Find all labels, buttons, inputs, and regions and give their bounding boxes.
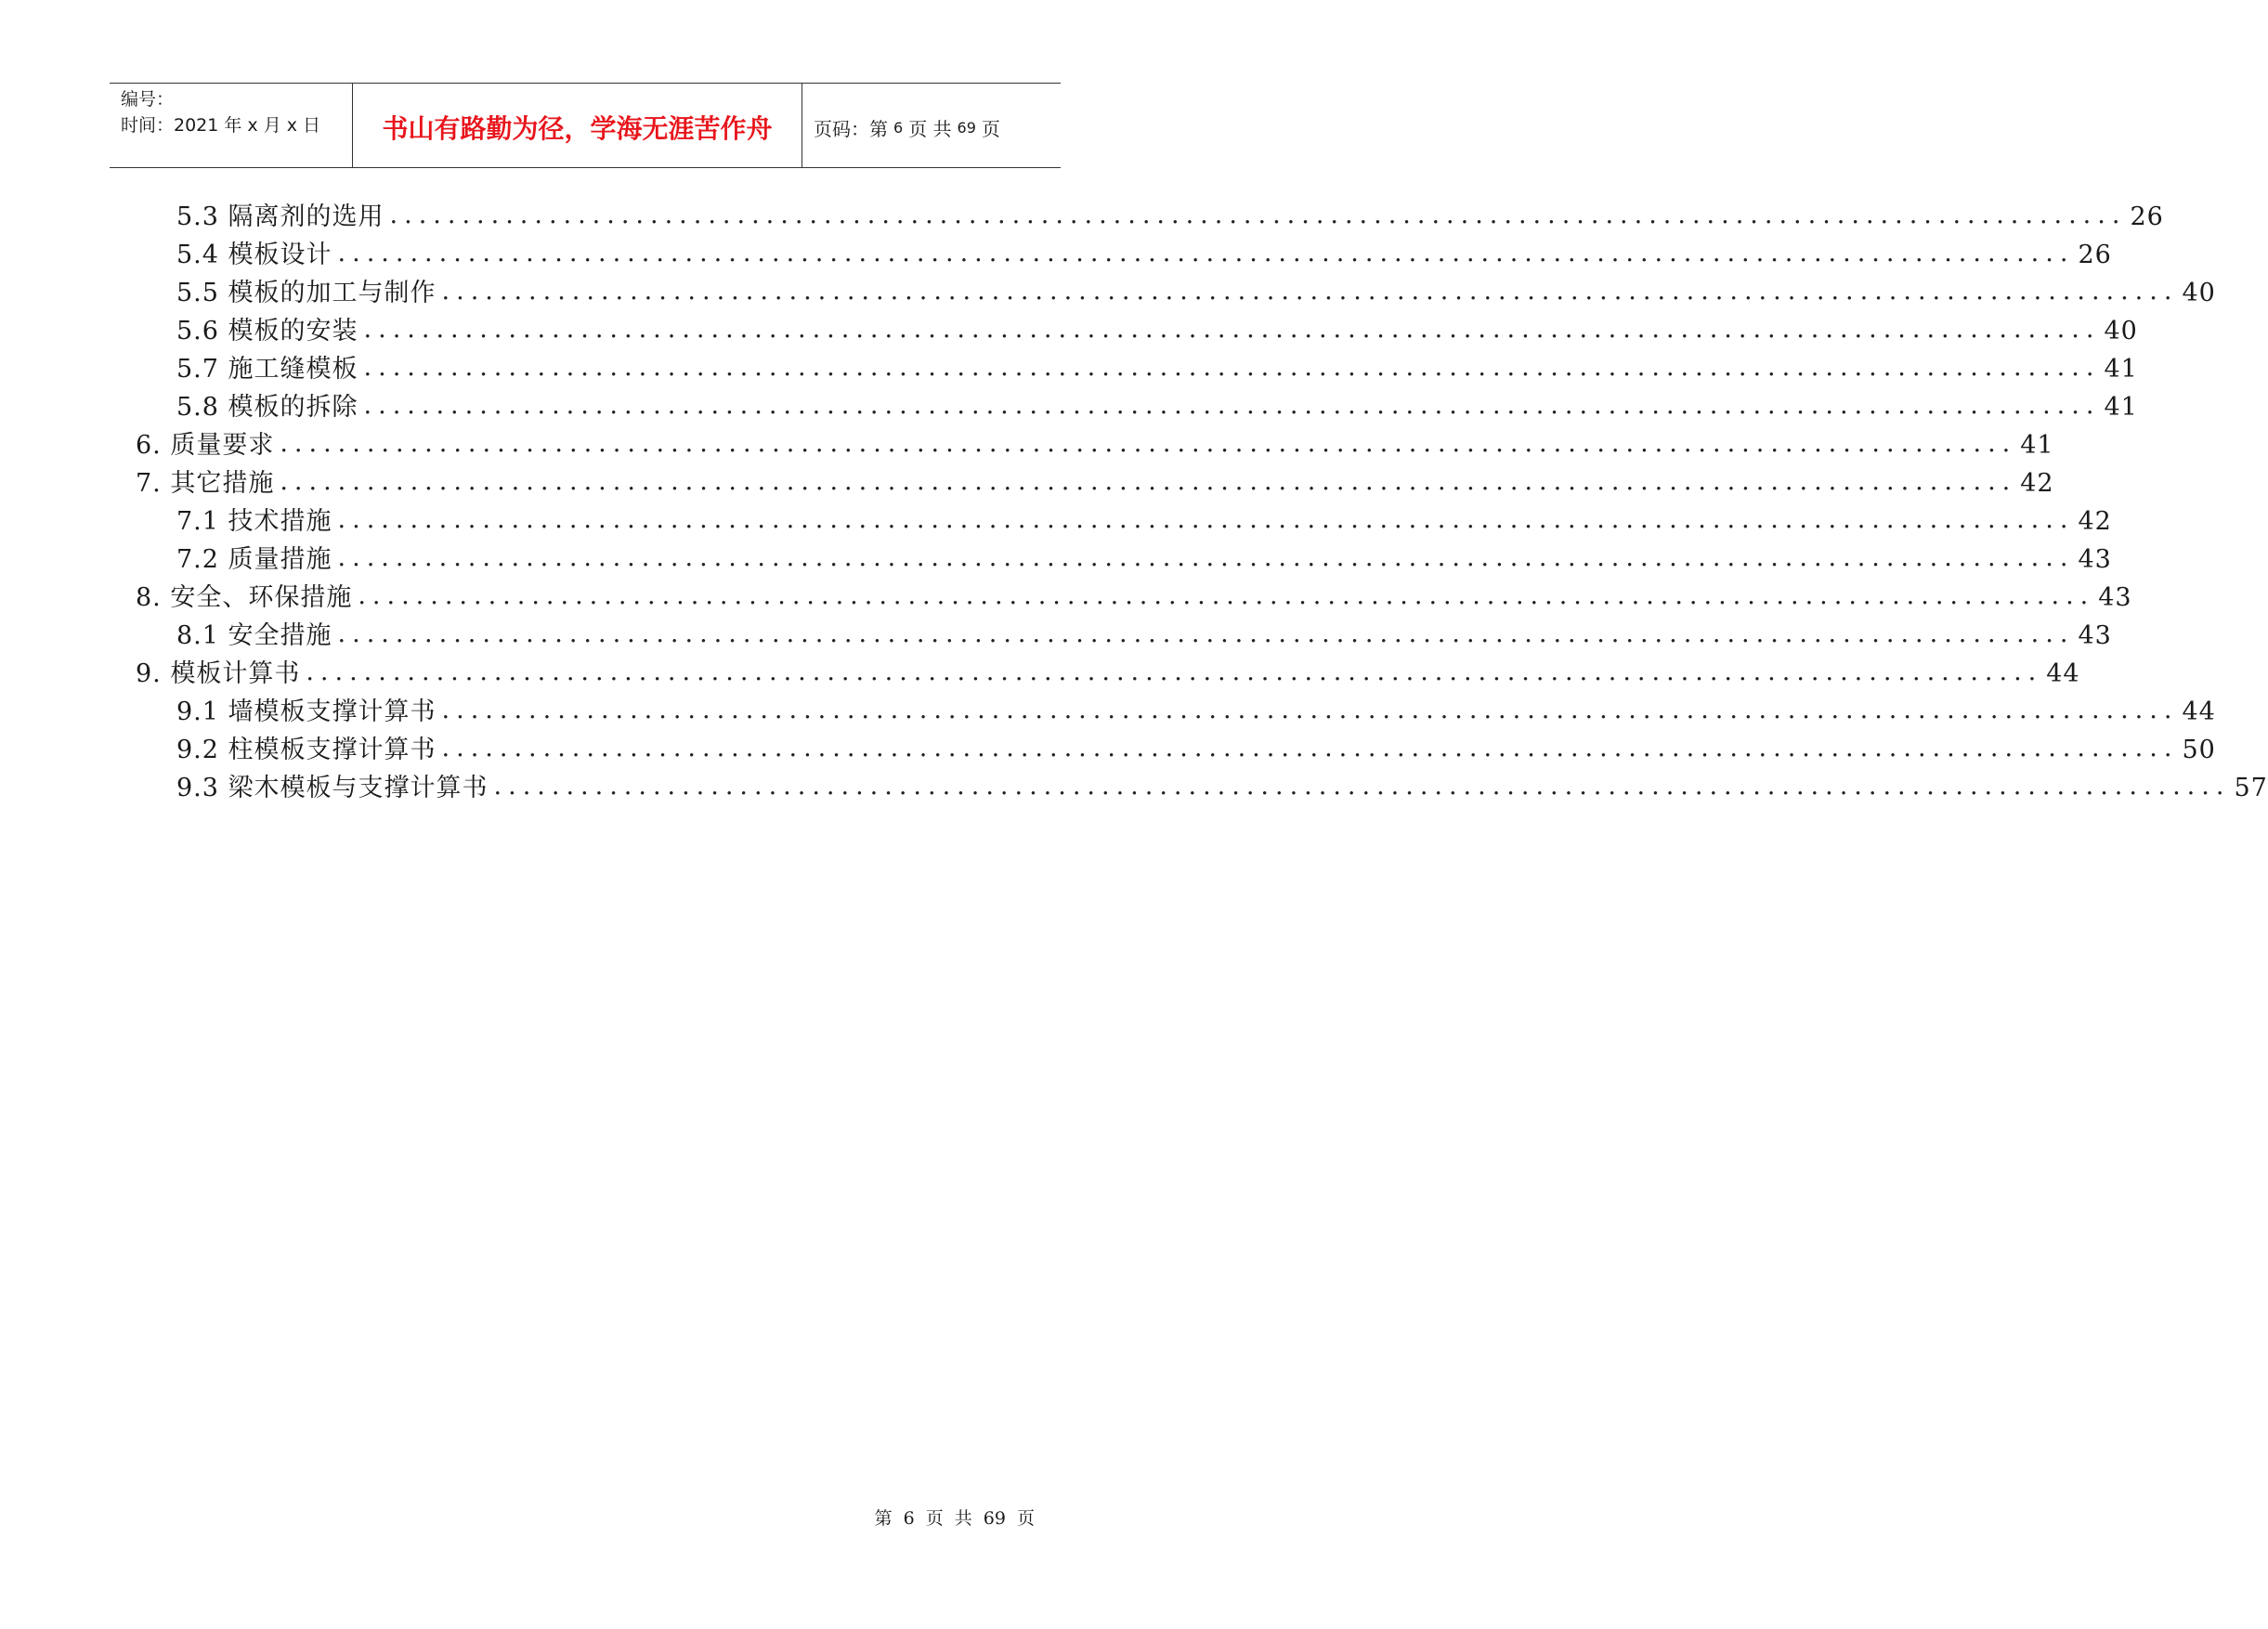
toc-leader-dots: ........................................................................................................................ [441,277,2179,306]
page-footer: 第 6 页 共 69 页 [874,1508,1035,1529]
header-page-prefix: 页码：第 [814,117,888,140]
toc-entry[interactable] [176,501,2112,538]
header-page-total: 69 [957,118,976,137]
header-motto: 书山有路勤为径，学海无涯苦作舟 [353,84,802,167]
toc-entry-label: 7.2 质量措施 [176,545,332,574]
toc-entry-label: 7.1 技术措施 [176,507,332,536]
toc-entry[interactable] [176,691,2216,728]
toc-leader-dots: ........................................................................................................................ [363,353,2101,382]
header-time-label: 时间：2021 年 x 月 x 日 [121,115,321,136]
toc-leader-dots: ........................................................................................................................ [280,429,2017,458]
toc-entry[interactable] [176,234,2112,271]
toc-entry-page: 41 [2020,431,2054,460]
toc-entry-page: 50 [2182,736,2216,764]
toc-entry[interactable] [136,577,2132,614]
toc-entry[interactable] [176,272,2216,309]
toc-entry-label: 5.6 模板的安装 [176,317,358,345]
toc-entry-page: 43 [2078,545,2112,574]
toc-leader-dots: ........................................................................................................................ [337,543,2075,572]
toc-entry[interactable] [176,196,2164,233]
toc-entry-page: 41 [2104,393,2138,422]
toc-entry-label: 8. 安全、环保措施 [136,583,353,612]
toc-entry-page: 42 [2078,507,2112,536]
toc-entry[interactable] [176,729,2216,766]
toc-leader-dots: ........................................................................................................................ [363,391,2101,420]
toc-leader-dots: ........................................................................................................................ [441,734,2179,762]
toc-entry-page: 43 [2098,583,2132,612]
toc-entry[interactable] [176,386,2138,424]
toc-entry-label: 5.4 模板设计 [176,241,332,269]
header-page-info [802,84,1061,167]
toc-entry-page: 41 [2104,355,2138,384]
toc-leader-dots: ........................................................................................................................ [441,696,2179,724]
toc-entry[interactable] [136,463,2054,500]
toc-entry-page: 44 [2046,659,2080,688]
header-number-label: 编号： [121,89,175,110]
toc-entry-page: 40 [2182,279,2216,307]
header-page-mid: 页 共 [908,117,952,140]
toc-leader-dots: ........................................................................................................................ [363,315,2101,344]
toc-entry-page: 43 [2078,621,2112,650]
toc-entry-label: 8.1 安全措施 [176,621,332,650]
toc-entry-page: 40 [2104,317,2138,345]
page-header [110,83,1061,168]
toc-leader-dots: ........................................................................................................................ [358,581,2095,610]
toc-entry-label: 5.3 隔离剂的选用 [176,202,385,231]
toc-leader-dots: ........................................................................................................................ [337,619,2075,648]
toc-entry-page: 26 [2130,202,2164,231]
toc-leader-dots: ........................................................................................................................ [493,772,2231,801]
toc-entry-label: 9.2 柱模板支撑计算书 [176,736,437,764]
toc-entry[interactable] [176,767,2268,804]
toc-entry-label: 9.1 墙模板支撑计算书 [176,697,437,726]
header-page-num: 6 [893,118,904,137]
toc-entry-label: 5.8 模板的拆除 [176,393,358,422]
toc-leader-dots: ........................................................................................................................ [337,505,2075,534]
toc-entry-label: 7. 其它措施 [136,469,275,498]
toc-entry-page: 57 [2234,774,2268,802]
toc-leader-dots: ........................................................................................................................ [337,239,2075,267]
toc-entry[interactable] [176,348,2138,385]
toc-entry[interactable] [176,539,2112,576]
toc-entry-page: 42 [2020,469,2054,498]
toc-leader-dots: ........................................................................................................................ [280,467,2017,496]
toc-entry[interactable] [176,615,2112,652]
toc-entry-page: 44 [2182,697,2216,726]
toc-entry-label: 9.3 梁木模板与支撑计算书 [176,774,489,802]
toc-entry-label: 5.5 模板的加工与制作 [176,279,437,307]
toc-entry[interactable] [136,653,2080,690]
toc-leader-dots: ........................................................................................................................ [306,658,2043,686]
toc-entry[interactable] [136,424,2054,462]
header-page-suffix: 页 [981,117,1000,140]
header-meta [110,84,353,167]
toc-entry-page: 26 [2078,241,2112,269]
toc-entry-label: 9. 模板计算书 [136,659,301,688]
toc-entry[interactable] [176,310,2138,347]
toc-entry-label: 5.7 施工缝模板 [176,355,358,384]
toc-entry-label: 6. 质量要求 [136,431,275,460]
toc-leader-dots: ........................................................................................................................ [389,201,2127,229]
